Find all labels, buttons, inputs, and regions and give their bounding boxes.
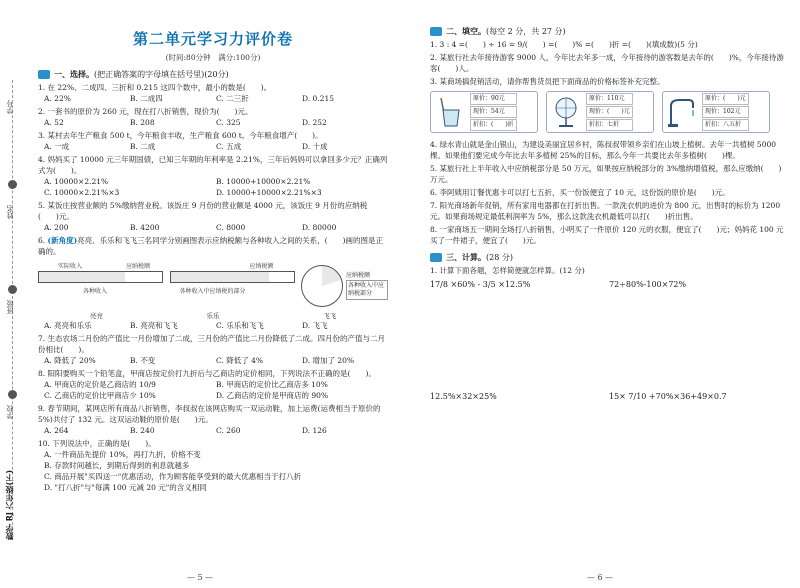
calc-item: 15× 7/10 +70%×36+49×0.7 [609,392,727,401]
fill-question-3: 3. 某商场搞促销活动，请你帮售货员把下面商品的价格标签补充完整。 [430,77,665,86]
page-title: 第二单元学习力评价卷 [132,30,293,48]
section-fill-header: 二、填空。 (每空 2 分，共 27 分) [430,26,788,37]
fill-question-7: 7. 阳光商场新年促销，所有家用电器都在打折出售。一款洗衣机的进价为 800 元，出售时的标价为 1200 元。如果商场规定最低利润率为 5%，那么这款洗衣机最低可以打( )折出售。 [430,201,781,221]
section-tag-icon [430,253,442,262]
question-2: 2. 一套书的原价为 260 元，现在打八折销售，现价为( )元。 [38,107,253,116]
question-5-options: A. 200 B. 4200 C. 8000 D. 80000 [44,223,337,232]
binding-hole [8,390,17,399]
fill-question-6: 6. 李阿姨用订餐优惠卡可以打七五折，买一份饭便宜了 10 元，这份饭的原价是( )元。 [430,188,730,197]
binding-hole [8,285,17,294]
diagram-captions: 亮亮 乐乐 飞飞 [89,312,337,320]
diagram-feifei: 应纳税额 各种收入中应纳税部分 [301,261,388,311]
question-4: 4. 妈妈买了 10000 元三年期国债，已知三年期的年利率是 2.21%，三年后妈妈可以拿回多少元？正确列式为( )。 [38,155,388,175]
left-content [38,0,388,493]
question-3-options: A. 一成 B. 二成 C. 五成 D. 十成 [44,142,328,151]
calc-question-1: 1. 计算下面各题，怎样简便就怎样算。(12 分) [430,266,585,275]
book-label: 数学 RJ 六年级(下) [5,470,14,541]
new-angle-tag: (新角度) [47,236,78,245]
fill-question-1: 1. 3 : 4 =( ) ÷ 16 = 9/( ) =( )% =( )折 =( )(填成数)(5 分) [430,40,698,49]
price-tag-fan: 原价：110元 现价：( )元 折扣：七折 [546,91,654,133]
calc-item: 17/8 ×60% - 3/5 ×12.5% [430,280,531,289]
gutter-name-label: 姓名 [6,205,14,219]
question-8-options: A. 甲商店的定价是乙商店的 10/9 B. 甲商店的定价比乙商店多 10% C. 乙商店的定价比甲商店少 10% D. 乙商店的定价是甲商店的 90% [44,380,329,400]
question-4-options: A. 10000×2.21% B. 10000+10000×2.21% C. 10000×2.21%×3 D. 10000+10000×2.21%×3 [44,177,322,197]
binding-gutter [0,0,26,588]
section-choice-header: 一、选择。 (把正确答案的字母填在括号里)(20分) [38,69,388,80]
fill-question-2: 2. 某旅行社去年接待游客 9000 人，今年比去年多一成，今年接待的游客数是去年的( )%，今年接待游客( )人。 [430,53,784,73]
question-9: 9. 春节期间，某网店所有商品八折销售，李叔叔在该网店购买一双运动鞋，加上运费(运费相当于原价的 5%)共付了 132 元。这双运动鞋的原价是( )元。 [38,404,381,424]
question-7: 7. 生态农场二月份的产值比一月份增加了二成，三月份的产值比二月份降低了二成。四月份的产值与二月份相比( )。 [38,334,386,354]
question-8: 8. 阳阳要购买一个铅笔盒，甲商店按定价打九折后与乙商店的定价相同，下列说法不正确的是( )。 [38,369,376,378]
gutter-school-label: 学校 [6,405,14,419]
diagram-lele: 应纳税额 各种收入中应纳税的部分 [170,261,295,305]
pie-shape [301,265,343,307]
right-page [400,0,800,588]
question-3: 3. 某村去年生产粮食 500 t，今年粮食丰收，生产粮食 600 t。今年粮食增产( )。 [38,131,323,140]
calc-grid [430,280,788,504]
page-number: — 5 — [186,573,214,582]
mop-bucket-icon [433,95,467,129]
question-10-options: A. 一件商品先提价 10%，再打九折，价格不变 B. 存款时间越长，到期后得到的利息就越多 C. 商品开展"买四送一"优惠活动，作为顾客能享受到的最大优惠相当于打八折 D. "打八折"与"每满 100 元减 20 元"的含义相同 [44,450,302,492]
question-9-options: A. 264 B. 240 C. 260 D. 126 [44,426,327,435]
question-7-options: A. 降低了 20% B. 不变 C. 降低了 4% D. 增加了 20% [44,356,355,365]
faucet-icon [665,95,699,129]
binding-hole [8,180,17,189]
diagram-liangliang: 实际收入 应纳税额 各种收入 [38,261,163,305]
calc-item: 12.5%×32×25% [430,392,497,401]
question-5: 5. 某饭庄按营业额的 5%缴纳营业税。该饭庄 9 月份的营业额是 4000 元，该饭庄 9 月份的应纳税( )元。 [38,201,368,221]
exam-info: (时间:80分钟 满分:100分) [165,53,261,62]
question-6-diagrams [38,261,388,311]
fill-question-4: 4. 绿水青山就是金山银山，为建设美丽宜居乡村，陈叔叔带领乡亲们在山坡上植树。去年一共植树 5000 棵。如果他们要完成今年比去年多植树 25%的目标，那么今年一共要比去年多植树( )棵。 [430,140,777,160]
price-tag-faucet: 原价：( )元 现价：102元 折扣：八五折 [662,91,770,133]
fan-icon [549,95,583,129]
fill-question-8: 8. 一家商场五一期间全场打八折销售，小明买了一件原价 120 元的衣服，便宜了( )元；妈妈花 100 元买了一件裙子，便宜了( )元。 [430,225,784,245]
question-6-options: A. 亮亮和乐乐 B. 亮亮和飞飞 C. 乐乐和飞飞 D. 飞飞 [44,321,328,330]
price-tags [430,91,788,133]
gutter-class-label: 班级 [6,300,14,314]
price-tag-mop: 原价：90元 现价：54元 折扣：( )折 [430,91,538,133]
gutter-id-label: 学号 [6,100,14,114]
question-1-options: A. 22% B. 二成四 C. 二三折 D. 0.215 [44,94,334,103]
question-1: 1. 在 22%、二成四、三折和 0.215 这四个数中，最小的数是( )。 [38,83,272,92]
section-tag-icon [430,27,442,36]
question-6: 6. (新角度)亮亮、乐乐和飞飞三名同学分别画图表示应纳税额与各种收入之间的关系，( )画的图是正确的。 [38,236,384,256]
section-tag-icon [38,70,50,79]
page-number: — 6 — [586,573,614,582]
section-calc-header: 三、计算。 (28 分) [430,252,788,263]
question-10: 10. 下列说法中，正确的是( )。 [38,439,156,448]
right-content [430,0,788,504]
calc-item: 72÷80%-100×72% [609,280,687,289]
fill-question-5: 5. 某旅行社上半年收入中应纳税部分是 50 万元，如果按应纳税部分的 3%缴纳增值税，那么应缴纳( )万元。 [430,164,782,184]
question-2-options: A. 52 B. 208 C. 325 D. 252 [44,118,327,127]
